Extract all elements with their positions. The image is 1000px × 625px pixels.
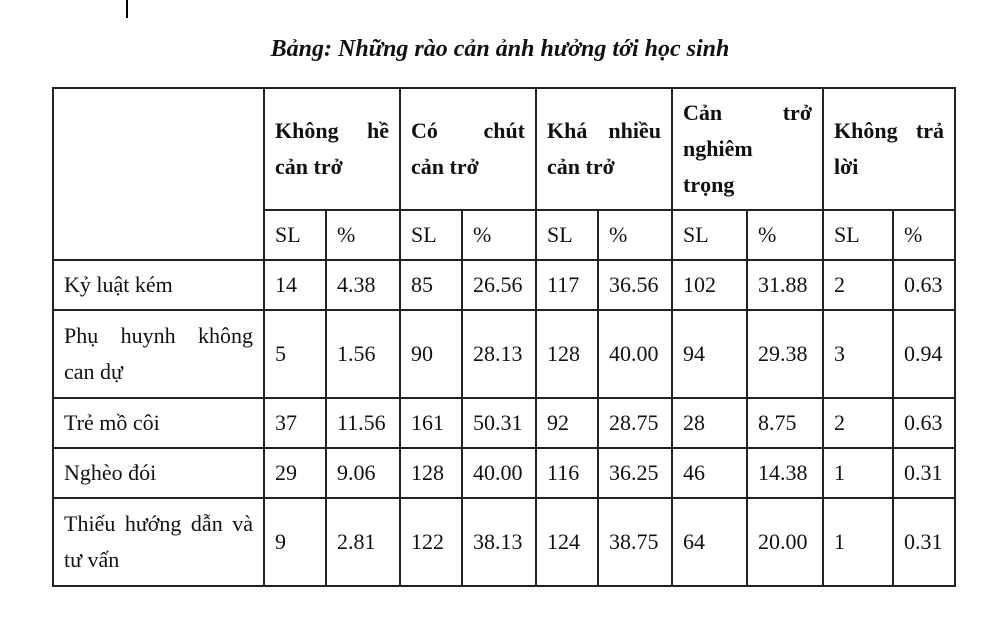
cell-value: 14 [264, 260, 326, 310]
cell-value: 4.38 [326, 260, 400, 310]
subheader-sl: SL [823, 210, 893, 260]
row-label: Phụ huynh không can dự [53, 310, 264, 398]
cell-value: 3 [823, 310, 893, 398]
cell-value: 28.75 [598, 398, 672, 448]
header-khong-tra-loi: Không trả lời [823, 88, 955, 210]
cell-value: 38.75 [598, 498, 672, 586]
cell-value: 40.00 [462, 448, 536, 498]
subheader-pct: % [598, 210, 672, 260]
cell-value: 90 [400, 310, 462, 398]
cell-value: 38.13 [462, 498, 536, 586]
header-can-tro-nghiem-trong: Cản trở nghiêm trọng [672, 88, 823, 210]
cell-value: 0.31 [893, 498, 955, 586]
text-cursor [126, 0, 128, 18]
cell-value: 29.38 [747, 310, 823, 398]
subheader-pct: % [462, 210, 536, 260]
cell-value: 2 [823, 260, 893, 310]
cell-value: 37 [264, 398, 326, 448]
cell-value: 20.00 [747, 498, 823, 586]
cell-value: 36.56 [598, 260, 672, 310]
table-caption: Bảng: Những rào cản ảnh hưởng tới học sinh [270, 36, 730, 62]
cell-value: 11.56 [326, 398, 400, 448]
table-row [53, 498, 955, 586]
cell-value: 64 [672, 498, 747, 586]
cell-value: 85 [400, 260, 462, 310]
subheader-sl: SL [264, 210, 326, 260]
cell-value: 0.31 [893, 448, 955, 498]
header-kha-nhieu-can-tro: Khá nhiều cản trở [536, 88, 672, 210]
row-label: Thiếu hướng dẫn và tư vấn [53, 498, 264, 586]
cell-value: 128 [536, 310, 598, 398]
cell-value: 40.00 [598, 310, 672, 398]
cell-value: 8.75 [747, 398, 823, 448]
cell-value: 1.56 [326, 310, 400, 398]
cell-value: 14.38 [747, 448, 823, 498]
header-khong-he-can-tro: Không hề cản trở [264, 88, 400, 210]
cell-value: 31.88 [747, 260, 823, 310]
subheader-sl: SL [536, 210, 598, 260]
cell-value: 92 [536, 398, 598, 448]
table-row [53, 260, 955, 310]
cell-value: 102 [672, 260, 747, 310]
cell-value: 161 [400, 398, 462, 448]
subheader-pct: % [893, 210, 955, 260]
header-co-chut-can-tro: Có chút cản trở [400, 88, 536, 210]
cell-value: 0.63 [893, 260, 955, 310]
subheader-pct: % [326, 210, 400, 260]
cell-value: 0.63 [893, 398, 955, 448]
barriers-table [52, 87, 956, 587]
cell-value: 0.94 [893, 310, 955, 398]
row-label: Kỷ luật kém [53, 260, 264, 310]
table-row [53, 398, 955, 448]
cell-value: 28.13 [462, 310, 536, 398]
table-row [53, 448, 955, 498]
cell-value: 1 [823, 448, 893, 498]
cell-value: 124 [536, 498, 598, 586]
cell-value: 2.81 [326, 498, 400, 586]
cell-value: 128 [400, 448, 462, 498]
cell-value: 28 [672, 398, 747, 448]
cell-value: 36.25 [598, 448, 672, 498]
cell-value: 26.56 [462, 260, 536, 310]
subheader-sl: SL [400, 210, 462, 260]
row-label: Trẻ mồ côi [53, 398, 264, 448]
cell-value: 94 [672, 310, 747, 398]
corner-cell [53, 88, 264, 260]
cell-value: 116 [536, 448, 598, 498]
subheader-pct: % [747, 210, 823, 260]
cell-value: 46 [672, 448, 747, 498]
table-row [53, 310, 955, 398]
cell-value: 5 [264, 310, 326, 398]
cell-value: 117 [536, 260, 598, 310]
cell-value: 1 [823, 498, 893, 586]
cell-value: 9 [264, 498, 326, 586]
cell-value: 9.06 [326, 448, 400, 498]
cell-value: 2 [823, 398, 893, 448]
cell-value: 29 [264, 448, 326, 498]
row-label: Nghèo đói [53, 448, 264, 498]
cell-value: 122 [400, 498, 462, 586]
cell-value: 50.31 [462, 398, 536, 448]
subheader-sl: SL [672, 210, 747, 260]
